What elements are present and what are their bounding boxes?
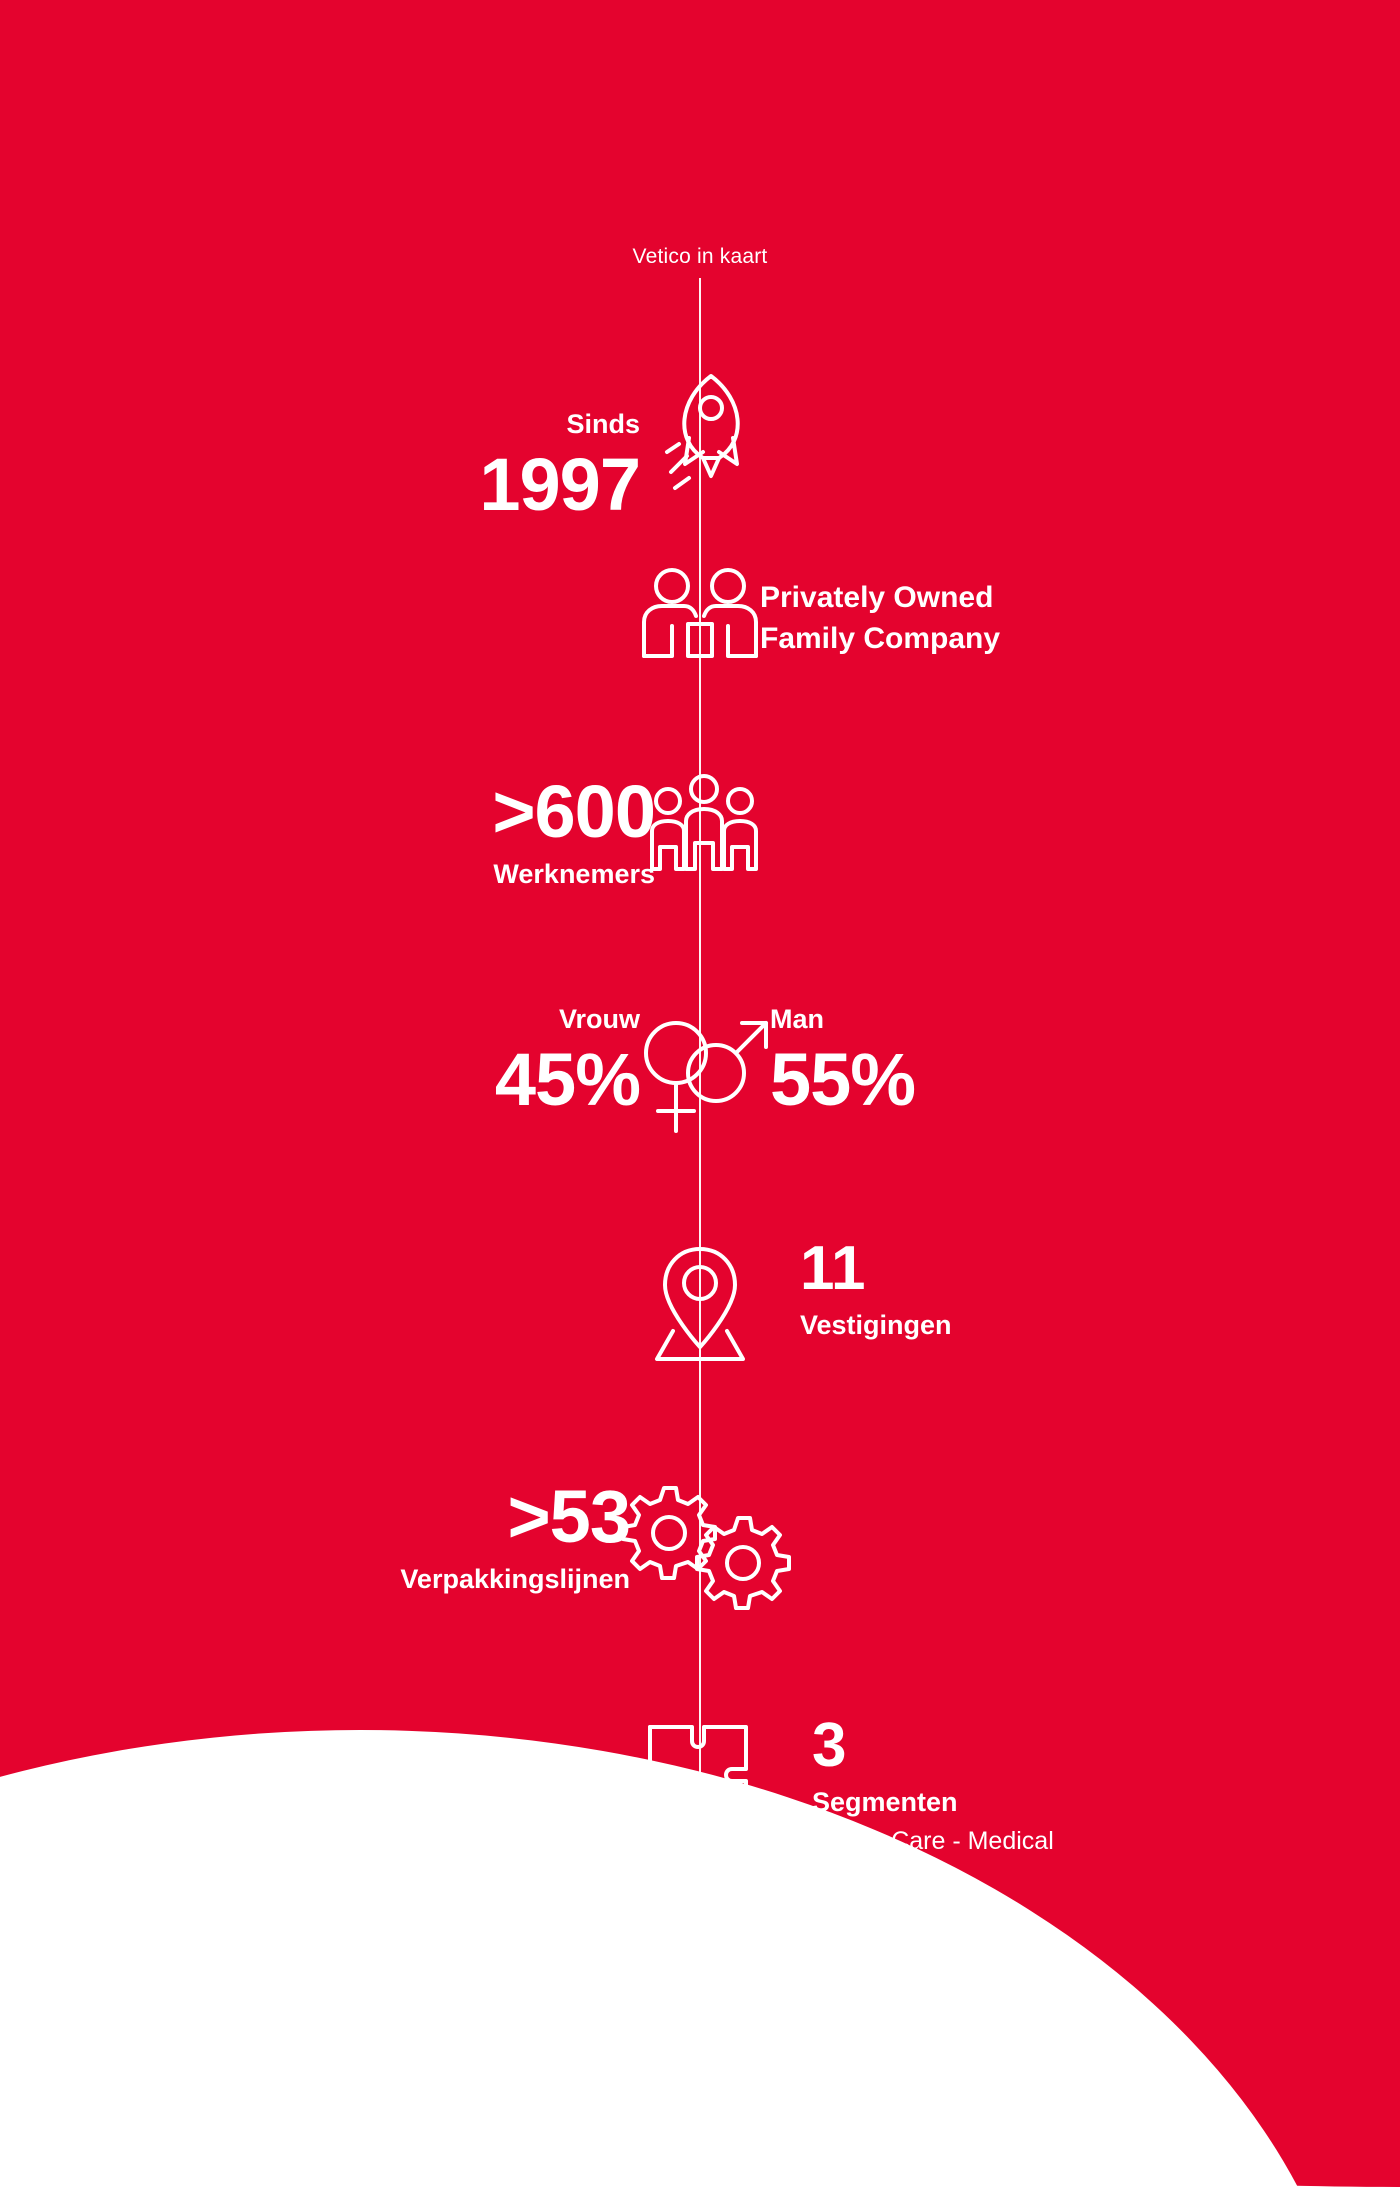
ownership-line-1: Privately Owned — [760, 581, 994, 614]
two-people-icon — [630, 560, 770, 680]
male-value: 55% — [770, 1037, 916, 1121]
gender-male-group — [770, 1004, 916, 1121]
segments-value: 3 — [812, 1711, 847, 1780]
locations-value: 11 — [800, 1234, 866, 1303]
employees-text-group — [492, 770, 655, 890]
founded-label: Sinds — [566, 409, 640, 439]
puzzle-icon — [630, 1715, 770, 1855]
segments-sub-label: Food - Care - Medical — [812, 1827, 1054, 1856]
female-value: 45% — [494, 1037, 640, 1121]
locations-label: Vestigingen — [800, 1310, 952, 1340]
gears-icon — [620, 1480, 800, 1610]
founded-text-group — [479, 409, 640, 526]
founded-value: 1997 — [479, 442, 640, 526]
female-label: Vrouw — [558, 1004, 640, 1034]
segments-text-group — [812, 1711, 1054, 1856]
male-label: Man — [770, 1004, 824, 1034]
ownership-line-2: Family Company — [760, 621, 1001, 655]
gender-female-group — [494, 1004, 640, 1121]
packaging-label: Verpakkingslijnen — [400, 1564, 630, 1594]
page-title: Vetico in kaart — [632, 245, 768, 268]
packaging-value: >53 — [507, 1475, 630, 1558]
packaging-text-group — [400, 1475, 630, 1595]
locations-text-group — [800, 1234, 952, 1341]
ownership-text-group — [760, 578, 1000, 659]
map-pin-icon — [635, 1235, 765, 1375]
rocket-icon — [645, 360, 775, 500]
employees-value: >600 — [492, 770, 655, 853]
three-people-icon — [634, 765, 774, 885]
gender-symbols-icon — [620, 1005, 780, 1145]
employees-label: Werknemers — [493, 859, 655, 889]
segments-label: Segmenten — [812, 1787, 958, 1817]
